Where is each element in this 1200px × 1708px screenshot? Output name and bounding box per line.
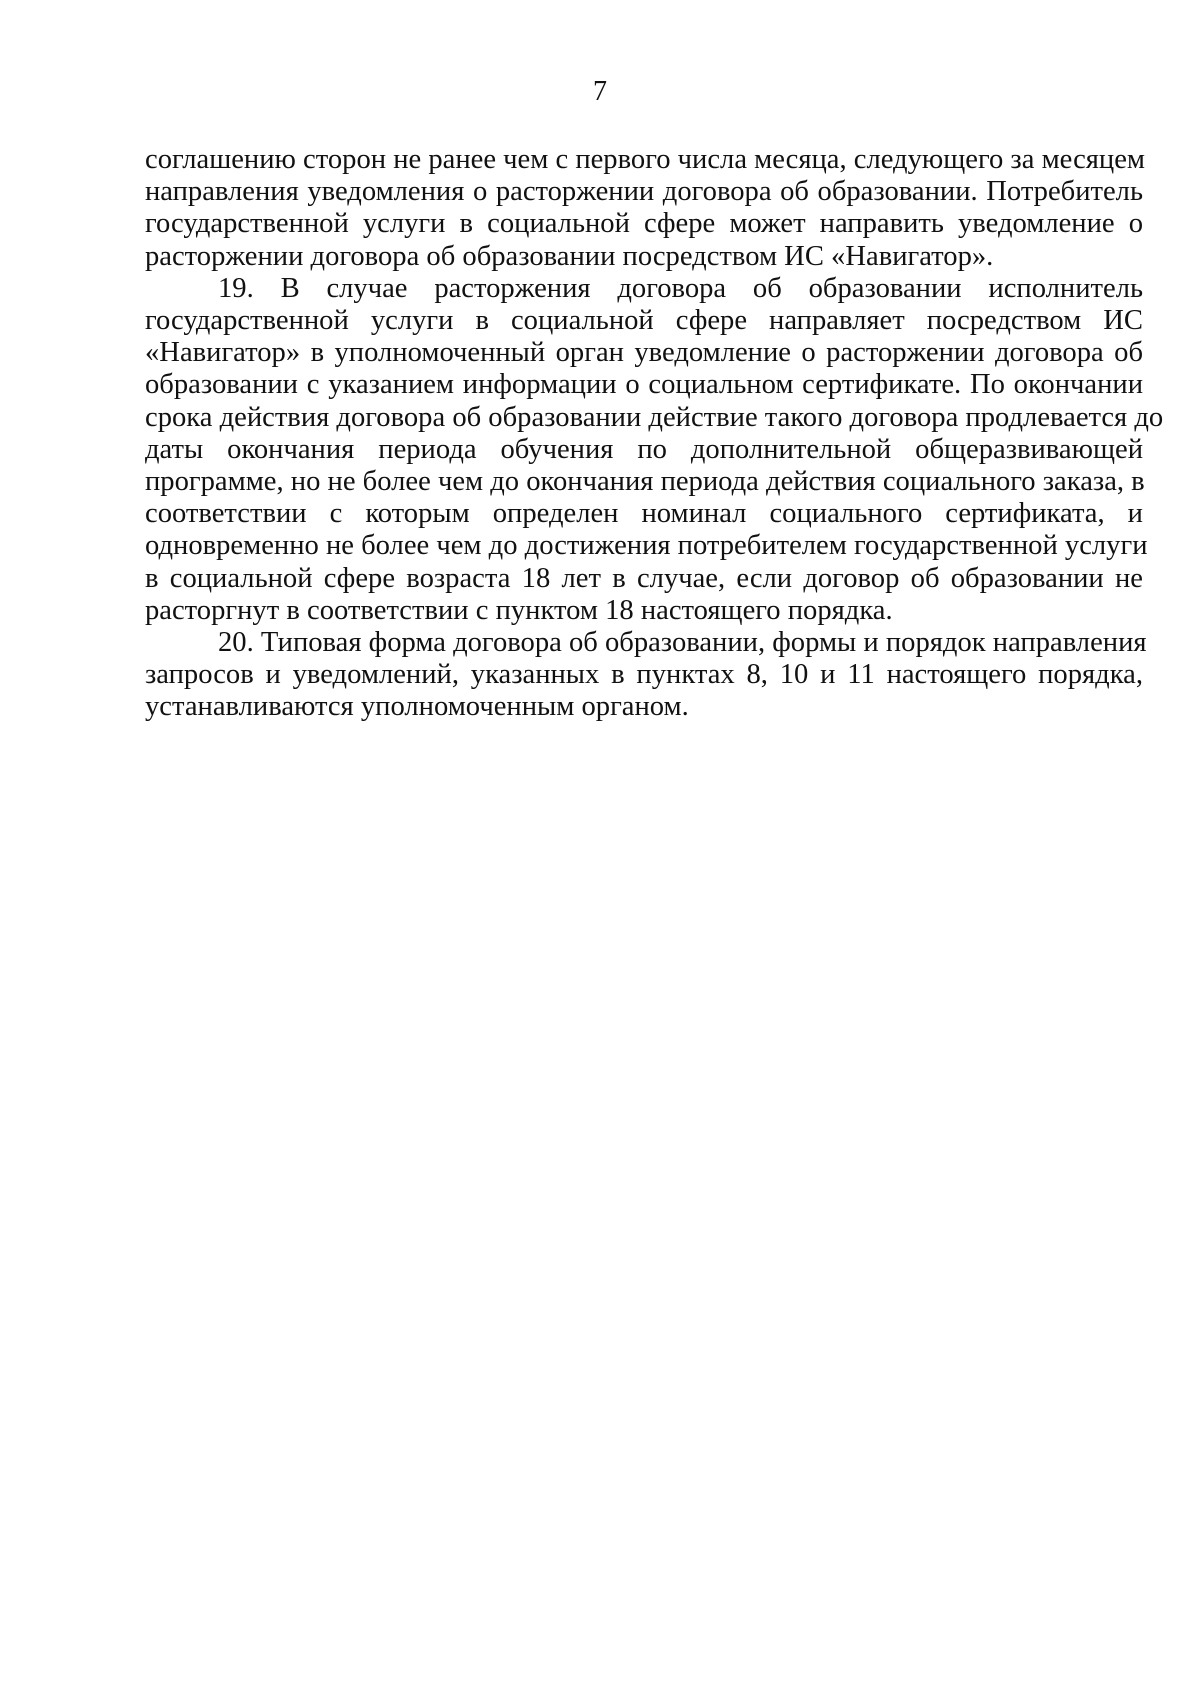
text-line: «Навигатор» в уполномоченный орган уведомление о расторжении договора об xyxy=(145,337,1143,369)
text-line: направления уведомления о расторжении договора об образовании. Потребитель xyxy=(145,176,1143,208)
paragraph-continuation xyxy=(145,144,1143,273)
text-line: программе, но не более чем до окончания периода действия социального заказа, в xyxy=(145,466,1145,498)
paragraph-item-20 xyxy=(145,627,1147,724)
text-line: государственной услуги в социальной сфере может направить уведомление о xyxy=(145,208,1143,240)
text-line: соглашению сторон не ранее чем с первого числа месяца, следующего за месяцем xyxy=(145,144,1145,175)
paragraph-item-19 xyxy=(145,272,1164,627)
text-line: срока действия договора об образовании действие такого договора продлевается до xyxy=(145,401,1164,433)
text-line: устанавливаются уполномоченным органом. xyxy=(145,691,689,723)
text-line: образовании с указанием информации о социальном сертификате. По окончании xyxy=(145,369,1143,401)
text-line: запросов и уведомлений, указанных в пунктах 8, 10 и 11 настоящего порядка, xyxy=(145,659,1143,691)
document-body xyxy=(145,144,1164,724)
text-line: даты окончания периода обучения по дополнительной общеразвивающей xyxy=(145,433,1143,465)
text-line: в социальной сфере возраста 18 лет в случае, если договор об образовании не xyxy=(145,562,1143,594)
text-line: одновременно не более чем до достижения потребителем государственной услуги xyxy=(145,530,1148,562)
text-line: 19. В случае расторжения договора об образовании исполнитель xyxy=(218,272,1143,304)
text-line: государственной услуги в социальной сфере направляет посредством ИС xyxy=(145,305,1143,337)
text-line: 20. Типовая форма договора об образовании, формы и порядок направления xyxy=(218,627,1147,659)
text-line: расторгнут в соответствии с пунктом 18 настоящего порядка. xyxy=(145,594,893,626)
text-line: соответствии с которым определен номинал социального сертификата, и xyxy=(145,498,1143,530)
text-line: расторжении договора об образовании посредством ИС «Навигатор». xyxy=(145,240,994,272)
page-number: 7 xyxy=(593,76,607,107)
